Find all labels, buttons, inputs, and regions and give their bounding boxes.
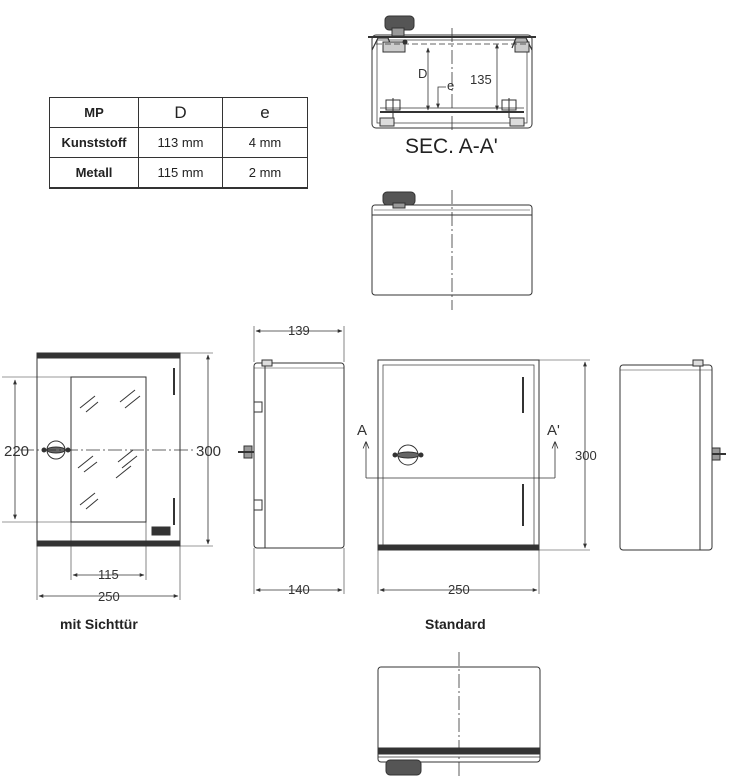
section-label-d: D bbox=[418, 66, 428, 81]
side-dim-139: 139 bbox=[288, 323, 310, 338]
standard-dim-300: 300 bbox=[575, 448, 597, 463]
window-dim-300: 300 bbox=[196, 443, 222, 460]
cell-e: 4 mm bbox=[223, 128, 308, 158]
side-dim-140: 140 bbox=[288, 582, 310, 597]
table-row bbox=[50, 128, 308, 158]
table-row bbox=[50, 158, 308, 189]
section-caption: SEC. A-A' bbox=[405, 135, 498, 158]
cell-e: 2 mm bbox=[223, 158, 308, 189]
front-view-window-door bbox=[2, 353, 213, 600]
standard-dim-250: 250 bbox=[448, 582, 470, 597]
cell-material: Kunststoff bbox=[50, 128, 139, 158]
side-view-left bbox=[238, 326, 344, 594]
bottom-view bbox=[378, 652, 540, 778]
cell-d: 113 mm bbox=[139, 128, 223, 158]
section-view bbox=[368, 16, 536, 133]
cell-d: 115 mm bbox=[139, 158, 223, 189]
section-dim-135: 135 bbox=[470, 72, 492, 87]
cell-material: Metall bbox=[50, 158, 139, 189]
window-dim-250: 250 bbox=[98, 589, 120, 604]
window-dim-220: 220 bbox=[4, 443, 30, 460]
window-dim-115: 115 bbox=[98, 567, 119, 582]
section-marker-a-prime: A' bbox=[547, 422, 560, 439]
header-e: e bbox=[223, 98, 308, 128]
table-header-row bbox=[50, 98, 308, 128]
spec-table bbox=[49, 97, 308, 189]
header-d: D bbox=[139, 98, 223, 128]
front-view-standard bbox=[366, 360, 590, 594]
standard-caption: Standard bbox=[425, 616, 486, 632]
side-view-right bbox=[620, 360, 726, 550]
section-label-e: e bbox=[447, 78, 455, 93]
top-view bbox=[372, 190, 532, 310]
header-mp: MP bbox=[50, 98, 139, 128]
section-marker-a: A bbox=[357, 422, 368, 439]
window-door-caption: mit Sichttür bbox=[60, 616, 138, 632]
